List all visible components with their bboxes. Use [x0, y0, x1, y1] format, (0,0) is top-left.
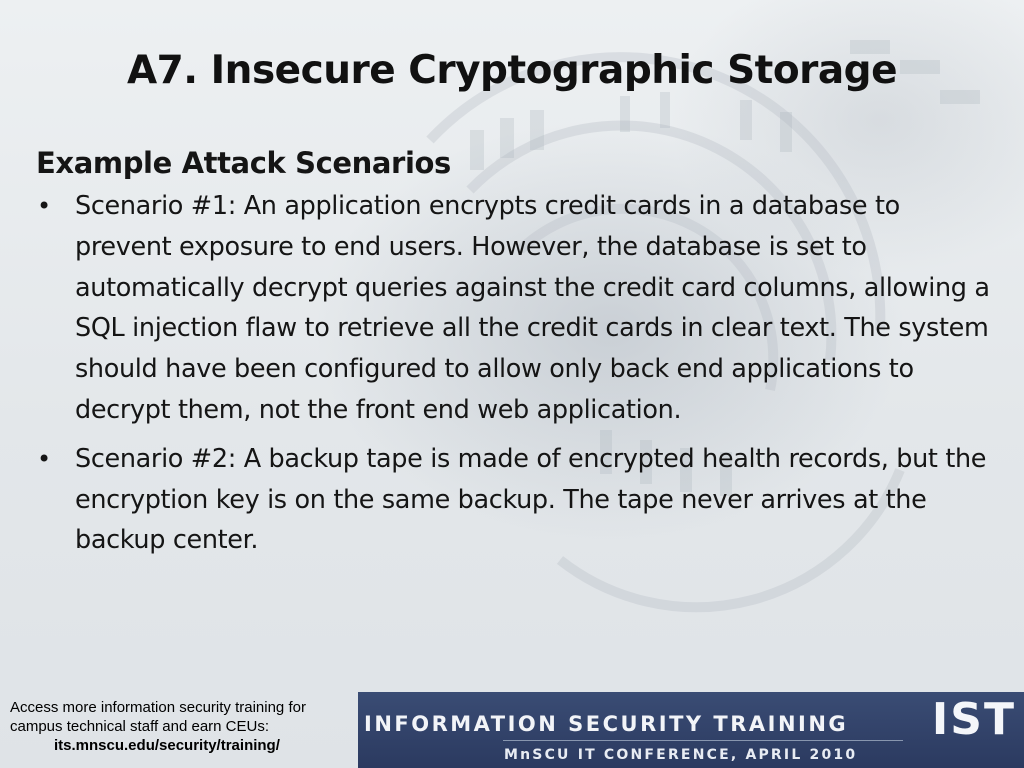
- slide-title: A7. Insecure Cryptographic Storage: [126, 48, 898, 93]
- bullet-item-scenario-1: [36, 186, 996, 431]
- footer-info: [10, 698, 355, 755]
- slide-content: [36, 146, 996, 569]
- bullet-list: [36, 186, 996, 561]
- section-heading: Example Attack Scenarios: [36, 146, 451, 180]
- bullet-text: Scenario #1: An application encrypts credit cards in a database to prevent exposure to end users. However, the database is set to automatically decrypt queries against the credit card columns, allowing a SQL injection flaw to retrieve all the credit cards in clear text. The system should have been configured to allow only back end applications to decrypt them, not the front end web application.: [75, 191, 990, 425]
- banner-divider: [503, 740, 903, 741]
- banner-subtitle: MnSCU IT CONFERENCE, APRIL 2010: [504, 747, 858, 763]
- bullet-marker: •: [37, 444, 51, 473]
- bullet-text: Scenario #2: A backup tape is made of encrypted health records, but the encryption key is on the same backup. The tape never arrives at the backup center.: [75, 443, 987, 556]
- footer-line-1: Access more information security training for: [10, 699, 306, 716]
- bullet-item-scenario-2: [36, 439, 996, 561]
- footer-training-link[interactable]: its.mnscu.edu/security/training/: [54, 737, 280, 754]
- training-banner: [358, 692, 1024, 768]
- ist-logo: IST: [931, 694, 1016, 745]
- footer-line-2: campus technical staff and earn CEUs:: [10, 718, 270, 735]
- bullet-marker: •: [37, 192, 51, 220]
- banner-title: INFORMATION SECURITY TRAINING: [364, 712, 849, 736]
